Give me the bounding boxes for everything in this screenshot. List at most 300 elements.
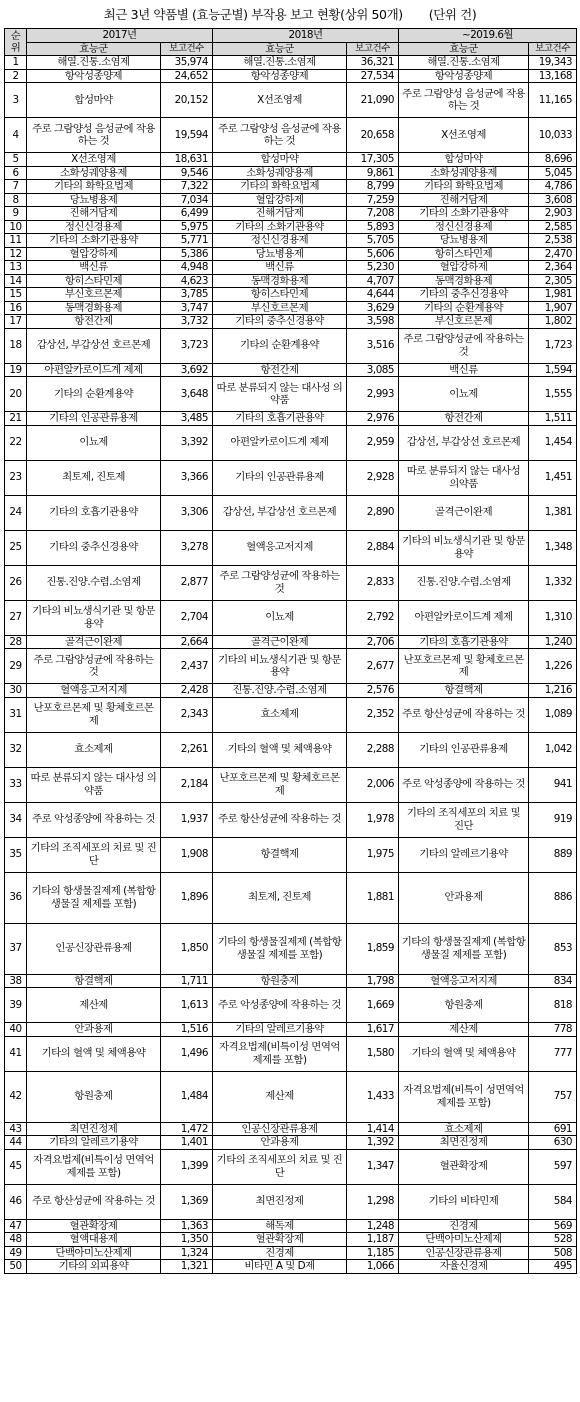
table-row — [5, 274, 577, 288]
count-2019-cell: 630 — [529, 1136, 577, 1150]
table-row — [5, 301, 577, 315]
name-2019-cell: 소화성궤양용제 — [399, 166, 529, 180]
rank-cell: 42 — [5, 1071, 27, 1122]
table-body — [5, 56, 577, 1274]
count-2019-cell: 691 — [529, 1122, 577, 1136]
name-2017-cell: 항히스타민제 — [27, 274, 161, 288]
name-2019-cell: 기타의 비타민제 — [399, 1184, 529, 1219]
name-2019-cell: 따로 분류되지 않는 대사성 의약품 — [399, 460, 529, 495]
count-2018-cell: 1,248 — [347, 1219, 399, 1233]
name-2019-cell: 기타의 소화기관용약 — [399, 207, 529, 221]
count-2019-cell: 5,045 — [529, 166, 577, 180]
name-2018-cell: 제산제 — [213, 1071, 347, 1122]
name-2018-cell: 기타의 화학요법제 — [213, 180, 347, 194]
name-2017-cell: 효소제제 — [27, 732, 161, 767]
name-2017-cell: 당뇨병용제 — [27, 193, 161, 207]
table-row — [5, 565, 577, 600]
name-2017-cell: 기타의 화학요법제 — [27, 180, 161, 194]
name-2018-cell: 정신신경용제 — [213, 234, 347, 248]
count-2018-cell: 2,833 — [347, 565, 399, 600]
count-2018-cell: 2,792 — [347, 600, 399, 635]
name-2018-cell: 부신호르몬제 — [213, 301, 347, 315]
table-row — [5, 288, 577, 302]
name-2018-cell: 항전간제 — [213, 363, 347, 377]
name-2019-cell: 항원충제 — [399, 988, 529, 1023]
name-2017-cell: 이뇨제 — [27, 425, 161, 460]
count-2017-cell: 3,648 — [161, 377, 213, 412]
rank-cell: 24 — [5, 495, 27, 530]
count-2017-cell: 3,747 — [161, 301, 213, 315]
table-row — [5, 923, 577, 974]
name-2017-cell: 혈액응고저지제 — [27, 684, 161, 698]
table-row — [5, 600, 577, 635]
table-row — [5, 1219, 577, 1233]
name-2018-cell: 기타의 항생물질제제 (복합항생물질 제제를 포함) — [213, 923, 347, 974]
count-2018-cell: 7,259 — [347, 193, 399, 207]
name-2017-cell: 항결핵제 — [27, 974, 161, 988]
count-2018-cell: 2,352 — [347, 697, 399, 732]
name-2018-cell: 골격근이완제 — [213, 635, 347, 649]
name-2018-cell: 해독제 — [213, 1219, 347, 1233]
name-2018-cell: X선조영제 — [213, 83, 347, 118]
count-2017-cell: 3,732 — [161, 315, 213, 329]
name-2019-cell: 부신호르몬제 — [399, 315, 529, 329]
table-row — [5, 837, 577, 872]
table-row — [5, 220, 577, 234]
name-2017-cell: 혈액대용제 — [27, 1233, 161, 1247]
count-header-2017: 보고건수 — [161, 42, 213, 56]
name-2017-cell: 주로 악성종양에 작용하는 것 — [27, 802, 161, 837]
name-2017-cell: 기타의 인공관류용제 — [27, 412, 161, 426]
count-2019-cell: 4,786 — [529, 180, 577, 194]
table-row — [5, 328, 577, 363]
table-row — [5, 1260, 577, 1274]
name-2018-cell: 동맥경화용제 — [213, 274, 347, 288]
count-2017-cell: 1,363 — [161, 1219, 213, 1233]
count-2017-cell: 5,975 — [161, 220, 213, 234]
count-2019-cell: 1,511 — [529, 412, 577, 426]
count-2019-cell: 597 — [529, 1149, 577, 1184]
table-row — [5, 635, 577, 649]
count-2018-cell: 2,006 — [347, 767, 399, 802]
count-2019-cell: 10,033 — [529, 118, 577, 153]
name-2017-cell: 골격근이완제 — [27, 635, 161, 649]
name-2019-cell: 혈압강하제 — [399, 261, 529, 275]
name-2017-cell: 인공신장관류용제 — [27, 923, 161, 974]
count-2018-cell: 5,606 — [347, 247, 399, 261]
rank-cell: 17 — [5, 315, 27, 329]
name-2017-cell: 혈압강하제 — [27, 247, 161, 261]
count-2018-cell: 5,705 — [347, 234, 399, 248]
rank-cell: 22 — [5, 425, 27, 460]
name-2019-cell: 기타의 혈액 및 체액용약 — [399, 1036, 529, 1071]
table-row — [5, 649, 577, 684]
table-row — [5, 1246, 577, 1260]
year-header-row — [5, 29, 577, 43]
count-2019-cell: 528 — [529, 1233, 577, 1247]
count-2018-cell: 8,799 — [347, 180, 399, 194]
count-2018-cell: 1,298 — [347, 1184, 399, 1219]
count-2017-cell: 2,343 — [161, 697, 213, 732]
count-2018-cell: 20,658 — [347, 118, 399, 153]
count-2017-cell: 3,366 — [161, 460, 213, 495]
count-2017-cell: 6,499 — [161, 207, 213, 221]
name-2017-cell: 갑상선, 부갑상선 호르몬제 — [27, 328, 161, 363]
count-2017-cell: 1,937 — [161, 802, 213, 837]
name-2018-cell: 기타의 비뇨생식기관 및 항문용약 — [213, 649, 347, 684]
table-row — [5, 153, 577, 167]
count-2019-cell: 2,538 — [529, 234, 577, 248]
table-row — [5, 425, 577, 460]
count-2019-cell: 1,042 — [529, 732, 577, 767]
count-2018-cell: 1,669 — [347, 988, 399, 1023]
name-2019-cell: 자율신경제 — [399, 1260, 529, 1274]
count-2018-cell: 1,978 — [347, 802, 399, 837]
count-2018-cell: 4,707 — [347, 274, 399, 288]
name-2019-cell: 백신류 — [399, 363, 529, 377]
count-2019-cell: 1,226 — [529, 649, 577, 684]
name-2017-cell: 동맥경화용제 — [27, 301, 161, 315]
count-2019-cell: 1,981 — [529, 288, 577, 302]
count-2019-cell: 919 — [529, 802, 577, 837]
year-header-2019: ~2019.6월 — [399, 29, 577, 43]
unit-label: (단위 건) — [428, 7, 477, 22]
rank-cell: 39 — [5, 988, 27, 1023]
name-2017-cell: 해열.진통.소염제 — [27, 56, 161, 70]
rank-cell: 29 — [5, 649, 27, 684]
count-2017-cell: 2,877 — [161, 565, 213, 600]
count-2019-cell: 778 — [529, 1023, 577, 1037]
name-2018-cell: 진해거담제 — [213, 207, 347, 221]
table-row — [5, 697, 577, 732]
count-2018-cell: 1,881 — [347, 872, 399, 923]
count-2018-cell: 5,893 — [347, 220, 399, 234]
count-2018-cell: 1,798 — [347, 974, 399, 988]
table-row — [5, 234, 577, 248]
count-2017-cell: 5,386 — [161, 247, 213, 261]
count-2018-cell: 36,321 — [347, 56, 399, 70]
table-row — [5, 767, 577, 802]
count-2019-cell: 1,381 — [529, 495, 577, 530]
rank-cell: 43 — [5, 1122, 27, 1136]
count-2017-cell: 1,850 — [161, 923, 213, 974]
count-2018-cell: 2,993 — [347, 377, 399, 412]
count-2018-cell: 3,085 — [347, 363, 399, 377]
name-2019-cell: 이뇨제 — [399, 377, 529, 412]
name-2019-cell: 인공신장관류용제 — [399, 1246, 529, 1260]
name-2017-cell: 백신류 — [27, 261, 161, 275]
count-2018-cell: 1,185 — [347, 1246, 399, 1260]
rank-cell: 23 — [5, 460, 27, 495]
count-2019-cell: 495 — [529, 1260, 577, 1274]
rank-cell: 7 — [5, 180, 27, 194]
count-2018-cell: 1,187 — [347, 1233, 399, 1247]
rank-cell: 6 — [5, 166, 27, 180]
name-2018-cell: 합성마약 — [213, 153, 347, 167]
rank-cell: 31 — [5, 697, 27, 732]
count-2018-cell: 1,066 — [347, 1260, 399, 1274]
count-2018-cell: 2,706 — [347, 635, 399, 649]
rank-cell: 13 — [5, 261, 27, 275]
name-header-2019: 효능군 — [399, 42, 529, 56]
name-2019-cell: 기타의 알레르기용약 — [399, 837, 529, 872]
name-2018-cell: 소화성궤양용제 — [213, 166, 347, 180]
count-2017-cell: 1,401 — [161, 1136, 213, 1150]
table-row — [5, 247, 577, 261]
name-2019-cell: 항악성종양제 — [399, 69, 529, 83]
name-2018-cell: 기타의 알레르기용약 — [213, 1023, 347, 1037]
name-2017-cell: 아편알카로이드계 제제 — [27, 363, 161, 377]
name-2018-cell: 백신류 — [213, 261, 347, 275]
name-2019-cell: 제산제 — [399, 1023, 529, 1037]
year-header-2018: 2018년 — [213, 29, 399, 43]
count-2019-cell: 777 — [529, 1036, 577, 1071]
count-2018-cell: 21,090 — [347, 83, 399, 118]
name-2018-cell: 혈액응고저지제 — [213, 530, 347, 565]
table-title — [0, 0, 580, 28]
count-2017-cell: 1,472 — [161, 1122, 213, 1136]
rank-cell: 8 — [5, 193, 27, 207]
name-2018-cell: 갑상선, 부갑상선 호르몬제 — [213, 495, 347, 530]
name-2019-cell: 기타의 순환계용약 — [399, 301, 529, 315]
count-2018-cell: 1,414 — [347, 1122, 399, 1136]
name-2019-cell: 갑상선, 부갑상선 호르몬제 — [399, 425, 529, 460]
name-2017-cell: 진해거담제 — [27, 207, 161, 221]
name-2017-cell: 난포호르몬제 및 황체호르몬제 — [27, 697, 161, 732]
count-2018-cell: 2,959 — [347, 425, 399, 460]
rank-cell: 1 — [5, 56, 27, 70]
rank-cell: 45 — [5, 1149, 27, 1184]
count-2018-cell: 1,617 — [347, 1023, 399, 1037]
name-2017-cell: 기타의 순환계용약 — [27, 377, 161, 412]
table-row — [5, 193, 577, 207]
name-2018-cell: 기타의 인공관류용제 — [213, 460, 347, 495]
name-2019-cell: 당뇨병용제 — [399, 234, 529, 248]
count-2017-cell: 3,692 — [161, 363, 213, 377]
count-2018-cell: 27,534 — [347, 69, 399, 83]
table-row — [5, 802, 577, 837]
count-2019-cell: 569 — [529, 1219, 577, 1233]
name-2018-cell: 주로 악성종양에 작용하는 것 — [213, 988, 347, 1023]
name-2018-cell: 당뇨병용제 — [213, 247, 347, 261]
name-2018-cell: 해열.진통.소염제 — [213, 56, 347, 70]
rank-cell: 3 — [5, 83, 27, 118]
rank-header: 순위 — [5, 29, 27, 56]
rank-cell: 16 — [5, 301, 27, 315]
count-2017-cell: 19,594 — [161, 118, 213, 153]
count-2018-cell: 1,392 — [347, 1136, 399, 1150]
table-row — [5, 166, 577, 180]
count-2019-cell: 757 — [529, 1071, 577, 1122]
name-2018-cell: 기타의 조직세포의 치료 및 진단 — [213, 1149, 347, 1184]
count-2019-cell: 11,165 — [529, 83, 577, 118]
count-2019-cell: 2,364 — [529, 261, 577, 275]
table-row — [5, 974, 577, 988]
name-2018-cell: 혈압강하제 — [213, 193, 347, 207]
table-row — [5, 988, 577, 1023]
name-2018-cell: 항원충제 — [213, 974, 347, 988]
rank-cell: 41 — [5, 1036, 27, 1071]
count-2017-cell: 3,485 — [161, 412, 213, 426]
name-2019-cell: 주로 그람양성균에 작용하는 것 — [399, 328, 529, 363]
name-2018-cell: 최토제, 진토제 — [213, 872, 347, 923]
count-2017-cell: 1,711 — [161, 974, 213, 988]
count-2019-cell: 941 — [529, 767, 577, 802]
name-2019-cell: 기타의 화학요법제 — [399, 180, 529, 194]
table-row — [5, 1233, 577, 1247]
name-2017-cell: 소화성궤양용제 — [27, 166, 161, 180]
count-2017-cell: 1,908 — [161, 837, 213, 872]
name-2018-cell: 난포호르몬제 및 황체호르몬제 — [213, 767, 347, 802]
rank-cell: 46 — [5, 1184, 27, 1219]
count-2017-cell: 3,392 — [161, 425, 213, 460]
name-2018-cell: 기타의 소화기관용약 — [213, 220, 347, 234]
name-2019-cell: 효소제제 — [399, 1122, 529, 1136]
count-2018-cell: 5,230 — [347, 261, 399, 275]
rank-cell: 49 — [5, 1246, 27, 1260]
count-2019-cell: 1,451 — [529, 460, 577, 495]
rank-cell: 36 — [5, 872, 27, 923]
name-2019-cell: 기타의 인공관류용제 — [399, 732, 529, 767]
count-2019-cell: 2,305 — [529, 274, 577, 288]
name-2019-cell: 합성마약 — [399, 153, 529, 167]
count-2018-cell: 3,516 — [347, 328, 399, 363]
count-2017-cell: 2,261 — [161, 732, 213, 767]
count-2018-cell: 1,859 — [347, 923, 399, 974]
rank-cell: 33 — [5, 767, 27, 802]
count-2017-cell: 3,723 — [161, 328, 213, 363]
count-2018-cell: 2,976 — [347, 412, 399, 426]
table-row — [5, 684, 577, 698]
name-2018-cell: 효소제제 — [213, 697, 347, 732]
count-2018-cell: 2,288 — [347, 732, 399, 767]
count-2018-cell: 1,975 — [347, 837, 399, 872]
count-2018-cell: 17,305 — [347, 153, 399, 167]
count-2018-cell: 9,861 — [347, 166, 399, 180]
count-2017-cell: 1,321 — [161, 1260, 213, 1274]
table-row — [5, 56, 577, 70]
count-2017-cell: 5,771 — [161, 234, 213, 248]
name-2018-cell: 항히스타민제 — [213, 288, 347, 302]
count-2018-cell: 2,928 — [347, 460, 399, 495]
count-2019-cell: 1,594 — [529, 363, 577, 377]
name-header-2018: 효능군 — [213, 42, 347, 56]
table-row — [5, 732, 577, 767]
count-2017-cell: 1,613 — [161, 988, 213, 1023]
table-row — [5, 872, 577, 923]
name-2018-cell: 비타민 A 및 D제 — [213, 1260, 347, 1274]
name-2019-cell: 동맥경화용제 — [399, 274, 529, 288]
count-2017-cell: 3,278 — [161, 530, 213, 565]
count-2018-cell: 4,644 — [347, 288, 399, 302]
table-row — [5, 180, 577, 194]
table-row — [5, 530, 577, 565]
name-2017-cell: 합성마약 — [27, 83, 161, 118]
count-2019-cell: 889 — [529, 837, 577, 872]
table-row — [5, 1023, 577, 1037]
name-2018-cell: 기타의 순환계용약 — [213, 328, 347, 363]
count-2017-cell: 2,184 — [161, 767, 213, 802]
name-2017-cell: 기타의 혈액 및 체액용약 — [27, 1036, 161, 1071]
name-2019-cell: 항히스타민제 — [399, 247, 529, 261]
rank-cell: 28 — [5, 635, 27, 649]
count-2019-cell: 1,907 — [529, 301, 577, 315]
count-2017-cell: 7,322 — [161, 180, 213, 194]
name-2017-cell: 제산제 — [27, 988, 161, 1023]
count-2019-cell: 1,089 — [529, 697, 577, 732]
rank-cell: 20 — [5, 377, 27, 412]
rank-cell: 9 — [5, 207, 27, 221]
name-2018-cell: 이뇨제 — [213, 600, 347, 635]
table-row — [5, 412, 577, 426]
table-row — [5, 315, 577, 329]
name-2017-cell: 기타의 항생물질제제 (복합항생물질 제제를 포함) — [27, 872, 161, 923]
table-row — [5, 1036, 577, 1071]
table-row — [5, 460, 577, 495]
count-2017-cell: 1,484 — [161, 1071, 213, 1122]
count-2019-cell: 1,454 — [529, 425, 577, 460]
name-2017-cell: 최토제, 진토제 — [27, 460, 161, 495]
rank-cell: 5 — [5, 153, 27, 167]
count-2019-cell: 8,696 — [529, 153, 577, 167]
name-2019-cell: 주로 항산성균에 작용하는 것 — [399, 697, 529, 732]
name-2017-cell: 자격요법제(비특이성 면역억제제를 포함) — [27, 1149, 161, 1184]
count-2017-cell: 1,350 — [161, 1233, 213, 1247]
count-2017-cell: 2,664 — [161, 635, 213, 649]
count-2019-cell: 508 — [529, 1246, 577, 1260]
name-2017-cell: 항악성종양제 — [27, 69, 161, 83]
name-2019-cell: 기타의 조직세포의 치료 및 진단 — [399, 802, 529, 837]
name-2019-cell: 정신신경용제 — [399, 220, 529, 234]
table-row — [5, 261, 577, 275]
adverse-report-table — [4, 28, 577, 1274]
count-2019-cell: 1,555 — [529, 377, 577, 412]
name-2017-cell: 정신신경용제 — [27, 220, 161, 234]
name-2018-cell: 자격요법제(비특이성 면역억제제를 포함) — [213, 1036, 347, 1071]
name-2018-cell: 주로 그람양성 음성균에 작용하는 것 — [213, 118, 347, 153]
name-2019-cell: 항전간제 — [399, 412, 529, 426]
rank-cell: 50 — [5, 1260, 27, 1274]
name-2018-cell: 진통.진양.수렴.소염제 — [213, 684, 347, 698]
count-2018-cell: 1,433 — [347, 1071, 399, 1122]
rank-cell: 35 — [5, 837, 27, 872]
count-2017-cell: 9,546 — [161, 166, 213, 180]
count-2019-cell: 853 — [529, 923, 577, 974]
count-2017-cell: 1,896 — [161, 872, 213, 923]
name-2019-cell: 진경제 — [399, 1219, 529, 1233]
rank-cell: 15 — [5, 288, 27, 302]
name-2017-cell: 따로 분류되지 않는 대사성 의약품 — [27, 767, 161, 802]
count-2017-cell: 18,631 — [161, 153, 213, 167]
table-row — [5, 69, 577, 83]
name-2018-cell: 아편알카로이드계 제제 — [213, 425, 347, 460]
name-2017-cell: 기타의 알레르기용약 — [27, 1136, 161, 1150]
count-2017-cell: 1,324 — [161, 1246, 213, 1260]
count-2017-cell: 35,974 — [161, 56, 213, 70]
rank-cell: 37 — [5, 923, 27, 974]
table-row — [5, 363, 577, 377]
name-2017-cell: 기타의 중추신경용약 — [27, 530, 161, 565]
name-2018-cell: 안과용제 — [213, 1136, 347, 1150]
count-2017-cell: 2,437 — [161, 649, 213, 684]
count-2017-cell: 1,516 — [161, 1023, 213, 1037]
name-2017-cell: 최면진정제 — [27, 1122, 161, 1136]
count-2018-cell: 1,347 — [347, 1149, 399, 1184]
title-text: 최근 3년 약품별 (효능군별) 부작용 보고 현황(상위 50개) — [103, 7, 403, 22]
count-2017-cell: 1,369 — [161, 1184, 213, 1219]
rank-cell: 14 — [5, 274, 27, 288]
name-2017-cell: 단백아미노산제제 — [27, 1246, 161, 1260]
